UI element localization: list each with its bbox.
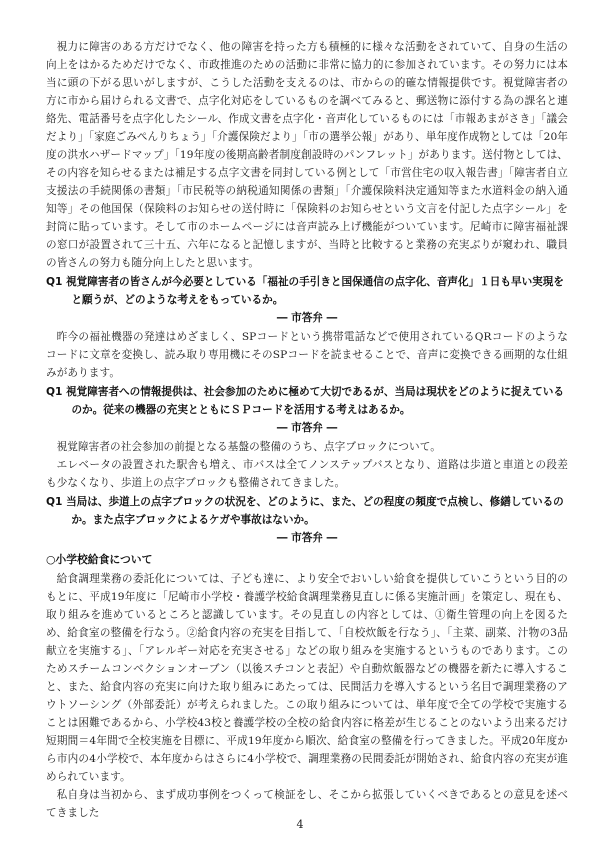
answer-paragraph-1: 昨今の福祉機器の発達はめざましく、SPコードという携帯電話などで使用されているQRコードのようなコードに文章を変換し、読み取り専用機にそのSPコードを読ませることで、音声に変換できる画期的な仕組みがあります。 [46,331,568,379]
school-lunch-paragraph-1: 給食調理業務の委託化については、子ども達に、より安全でおいしい給食を提供していこうという目的のもとに、平成19年度に「尼崎市小学校・養護学校給食調理業務見直しに係る実施計画」を策定し、現在も、取り組みを進めているところと認識しています。その見直しの内容としては、①衛生管理の向上を図るため、給食室の整備を行なう。②給食内容の充実を目指して、「自校炊飯を行なう」、「主菜、副菜、汁物の3品献立を実施する」、「アレルギー対応を充実させる」などの取り組みを実施するというものであります。このためスチームコンベクションオーブン（以後スチコンと表記）や自動炊飯器などの機器を新たに導入すること、また、給食内容の充実に向けた取り組みにあたっては、民間活力を導入するという名目で調理業務のアウトソーシング（外部委託）が考えられました。この取り組みについては、単年度で全ての学校で実施することは困難であるから、小学校43校と養護学校の全校の給食内容に格差が生じることのないよう出来るだけ短期間＝4年間で全校実施を目標に、平成19年度から順次、給食室の整備を行ってきました。平成20年度から市内の4小学校で、本年度からはさらに4小学校で、調理業務の民間委託が開始され、給食内容の充実が進められています。 [46,573,568,783]
question-1a: Q1 視覚障害者の皆さんが今必要としている「福祉の手引きと国保通信の点字化、音声化」１日も早い実現をと願うが、どのような考えをもっているか。 [46,276,564,306]
braille-block-paragraph-2: エレベータの設置された駅舎も増え、市バスは全てノンステップバスとなり、道路は歩道と車道との段差も少なくなり、歩道上の点字ブロックも整備されてきました。 [46,459,568,489]
question-1c: Q1 当局は、歩道上の点字ブロックの状況を、どのように、また、どの程度の頻度で点検し、修繕しているのか。また点字ブロックによるケガや事故はないか。 [46,496,564,526]
answer-label-2: ― 市答弁 ― [276,422,338,434]
braille-block-paragraph-1: 視覚障害者の社会参加の前提となる基盤の整備のうち、点字ブロックについて。 [56,441,441,453]
section-heading: ○小学校給食について [46,553,153,566]
question-1b: Q1 視覚障害者への情報提供は、社会参加のために極めて大切であるが、当局は現状をどのように捉えているのか。従来の機器の充実とともにＳＰコードを活用する考えはあるか。 [46,386,564,416]
page-number: 4 [296,818,304,831]
school-lunch-paragraph-2: 私自身は当初から、まず成功事例をつくって検証をし、そこから拡張していくべきであるとの意見を述べてきました [46,789,568,819]
document-body [46,38,568,822]
intro-paragraph: 視力に障害のある方だけでなく、他の障害を持った方も積極的に様々な活動をされていて、自身の生活の向上をはかるためだけでなく、市政推進のための活動に非常に協力的に参加されています。その努力には本当に頭の下がる思いがしますが、こうした活動を支えるのは、市からの的確な情報提供です。視覚障害者の方に市から届けられる文書で、点字化対応をしているものを調べてみると、郵送物に添付する為の課名と連絡先、電話番号を点字化したシール、作成文書を点字化・音声化しているものには「市報あまがさき」「議会だより」「家庭ごみぺんりちょう」「介護保険だより」「市の選挙公報」があり、単年度作成物としては「20年度の洪水ハザードマップ」「19年度の後期高齢者制度創設時のパンフレット」があります。送付物としては、その内容を知らせるまたは補足する点字文書を同封している例として「市営住宅の収入報告書」「障害者自立支援法の手続関係の書類」「市民税等の納税通知関係の書類」「介護保険料決定通知等また水道料金の納入通知等」その他国保（保険料のお知らせの送付時に「保険料のお知らせという文言を付記した点字シール」を封筒に貼っています。そして市のホームページには音声読み上げ機能がついています。尼崎市に障害福祉課の窓口が設置されて三十五、六年になると記憶しますが、当時と比較すると業務の充実ぶりが窺われ、職員の皆さんの努力も随分向上したと思います。 [46,41,568,269]
answer-label-1: ― 市答弁 ― [276,312,338,324]
answer-label-3: ― 市答弁 ― [276,532,338,544]
